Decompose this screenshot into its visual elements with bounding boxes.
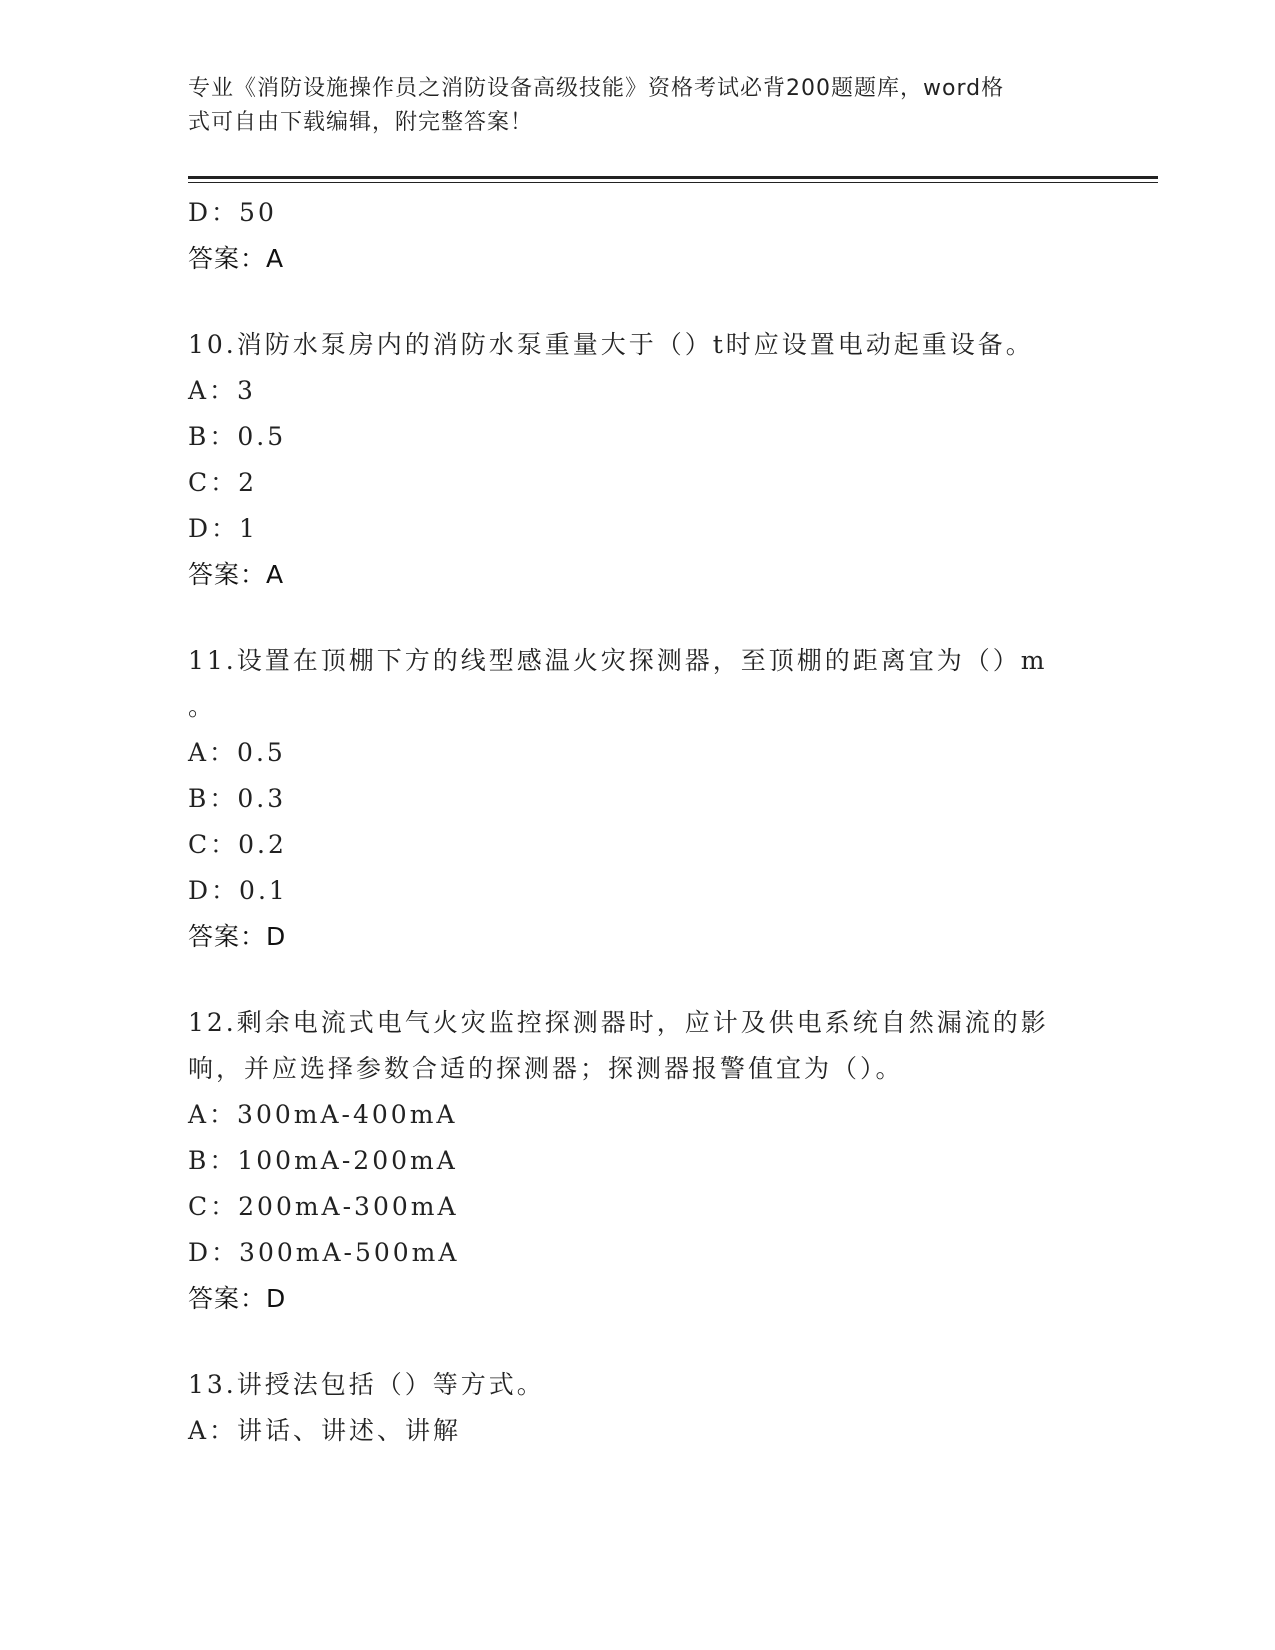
question-11 bbox=[188, 638, 1088, 960]
question-13 bbox=[188, 1362, 1088, 1454]
option-d: D：300mA-500mA bbox=[188, 1238, 460, 1267]
question-list bbox=[188, 190, 1088, 1454]
answer-line: 答案：A bbox=[188, 244, 285, 273]
question-stem: 10.消防水泵房内的消防水泵重量大于（）t时应设置电动起重设备。 bbox=[188, 330, 1034, 359]
document-header bbox=[188, 72, 1088, 140]
answer-line: 答案：A bbox=[188, 560, 285, 589]
question-12 bbox=[188, 1000, 1088, 1322]
header-divider-thin bbox=[188, 182, 1158, 183]
answer-line: 答案：D bbox=[188, 1284, 287, 1313]
option-d: D：0.1 bbox=[188, 876, 288, 905]
option-a: A：讲话、讲述、讲解 bbox=[188, 1416, 462, 1445]
option-d: D：1 bbox=[188, 514, 258, 543]
question-stem-line-1: 11.设置在顶棚下方的线型感温火灾探测器，至顶棚的距离宜为（）m bbox=[188, 646, 1048, 675]
option-b: B：0.3 bbox=[188, 784, 287, 813]
option-a: A：0.5 bbox=[188, 738, 286, 767]
question-stem-line-2: 。 bbox=[188, 692, 217, 721]
option-c: C：2 bbox=[188, 468, 258, 497]
header-divider-thick bbox=[188, 176, 1158, 179]
answer-line: 答案：D bbox=[188, 922, 287, 951]
option-b: B：100mA-200mA bbox=[188, 1146, 458, 1175]
question-stem-line-2: 响，并应选择参数合适的探测器；探测器报警值宜为（）。 bbox=[188, 1054, 904, 1083]
option-d: D：50 bbox=[188, 198, 277, 227]
option-a: A：300mA-400mA bbox=[188, 1100, 458, 1129]
option-c: C：0.2 bbox=[188, 830, 287, 859]
option-b: B：0.5 bbox=[188, 422, 287, 451]
question-stem-line-1: 12.剩余电流式电气火灾监控探测器时，应计及供电系统自然漏流的影 bbox=[188, 1008, 1049, 1037]
option-c: C：200mA-300mA bbox=[188, 1192, 459, 1221]
option-a: A：3 bbox=[188, 376, 256, 405]
question-10 bbox=[188, 322, 1088, 598]
question-stem: 13.讲授法包括（）等方式。 bbox=[188, 1370, 545, 1399]
header-line-2: 式可自由下载编辑，附完整答案！ bbox=[188, 110, 534, 135]
header-line-1: 专业《消防设施操作员之消防设备高级技能》资格考试必背200题题库，word格 bbox=[188, 76, 1005, 101]
